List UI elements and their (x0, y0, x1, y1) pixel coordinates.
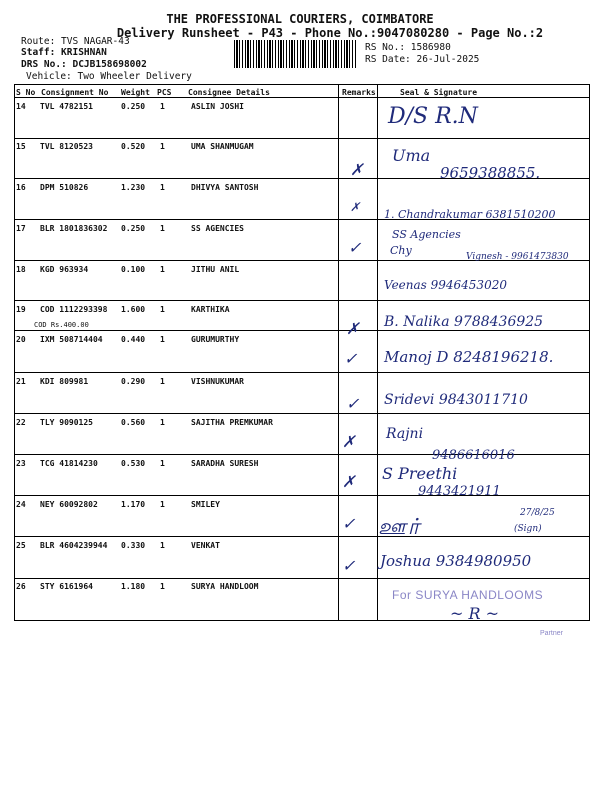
row-consignee: UMA SHANMUGAM (191, 142, 254, 151)
remarks-divider (338, 84, 339, 620)
document-title: THE PROFESSIONAL COURIERS, COIMBATORE (166, 12, 434, 26)
signature-row-24-b: (Sign) (514, 524, 542, 534)
drs-label: DRS No.: DCJB158698002 (21, 59, 147, 70)
delivered-tick-mark: ✗ (350, 200, 361, 214)
signature-row-18: Veenas 9946453020 (384, 278, 507, 292)
row-sno: 22 (16, 418, 26, 427)
phone-row-15: 9659388855. (440, 164, 541, 182)
row-consignment: KDI 809981 (40, 377, 89, 386)
row-pcs: 1 (160, 265, 165, 274)
row-consignment: KGD 963934 (40, 265, 89, 274)
row-consignee: VISHNUKUMAR (191, 377, 244, 386)
row-pcs: 1 (160, 102, 165, 111)
table-left-border (14, 84, 15, 620)
row-pcs: 1 (160, 224, 165, 233)
row-consignee: VENKAT (191, 541, 220, 550)
row-weight: 0.290 (121, 377, 146, 386)
row-consignee: SARADHA SURESH (191, 459, 259, 468)
row-divider (14, 536, 590, 537)
row-pcs: 1 (160, 183, 165, 192)
document-subtitle: Delivery Runsheet - P43 - Phone No.:9047080280 - Page No.:2 (116, 26, 544, 40)
row-consignment: TVL 8120523 (40, 142, 93, 151)
row-consignee: JITHU ANIL (191, 265, 240, 274)
row-consignment: TCG 41814230 (40, 459, 98, 468)
staff-label: Staff: KRISHNAN (21, 47, 107, 58)
col-header-signature: Seal & Signature (400, 88, 478, 97)
delivered-tick-mark: ✓ (344, 349, 358, 368)
row-consignment: BLR 1801836302 (40, 224, 108, 233)
signature-row-22: Rajni (386, 426, 424, 442)
barcode (234, 40, 356, 68)
row-weight: 0.520 (121, 142, 146, 151)
row-sno: 25 (16, 541, 26, 550)
cod-amount: COD Rs.400.00 (34, 321, 89, 329)
row-sno: 23 (16, 459, 26, 468)
delivered-tick-mark: ✓ (348, 238, 362, 257)
row-weight: 0.250 (121, 102, 146, 111)
row-divider (14, 138, 590, 139)
row-divider (14, 578, 590, 579)
delivered-tick-mark: ✗ (342, 432, 356, 451)
signature-row-14: D/S R.N (388, 104, 478, 129)
row-sno: 20 (16, 335, 26, 344)
row-weight: 0.330 (121, 541, 146, 550)
row-sno: 24 (16, 500, 26, 509)
row-pcs: 1 (160, 459, 165, 468)
row-pcs: 1 (160, 582, 165, 591)
signature-row-15: Uma (392, 146, 431, 165)
row-consignee: KARTHIKA (191, 305, 230, 314)
row-consignment: DPM 510826 (40, 183, 89, 192)
row-pcs: 1 (160, 305, 165, 314)
row-sno: 14 (16, 102, 26, 111)
row-consignment: TLY 9090125 (40, 418, 93, 427)
row-consignee: GURUMURTHY (191, 335, 240, 344)
row-sno: 16 (16, 183, 26, 192)
row-consignment: NEY 60092802 (40, 500, 98, 509)
date-row-24: 27/8/25 (520, 508, 555, 518)
row-pcs: 1 (160, 142, 165, 151)
row-divider (14, 300, 590, 301)
row-pcs: 1 (160, 418, 165, 427)
signature-row-23: S Preethi (382, 464, 458, 483)
row-weight: 0.530 (121, 459, 146, 468)
delivered-tick-mark: ✗ (342, 472, 356, 491)
route-label: Route: TVS NAGAR-43 (21, 36, 130, 47)
row-sno: 18 (16, 265, 26, 274)
phone-row-23: 9443421911 (418, 484, 501, 499)
row-pcs: 1 (160, 541, 165, 550)
row-consignment: IXM 508714404 (40, 335, 103, 344)
row-sno: 21 (16, 377, 26, 386)
col-header-consignee: Consignee Details (188, 88, 270, 97)
row-sno: 17 (16, 224, 26, 233)
signature-row-21: Sridevi 9843011710 (384, 392, 528, 408)
row-consignee: SS AGENCIES (191, 224, 244, 233)
row-weight: 0.250 (121, 224, 146, 233)
delivered-tick-mark: ✗ (346, 319, 360, 338)
row-divider (14, 330, 590, 331)
row-sno: 15 (16, 142, 26, 151)
row-weight: 1.170 (121, 500, 146, 509)
signature-row-17-c: Chy (390, 244, 412, 257)
header-bottom-border (14, 97, 590, 98)
delivered-tick-mark: ✗ (350, 160, 364, 179)
row-consignment: COD 1112293398 (40, 305, 108, 314)
signature-row-17-d: Vignesh - 9961473830 (466, 252, 569, 262)
signature-row-24: ஊர் (378, 515, 422, 540)
row-pcs: 1 (160, 500, 165, 509)
row-consignee: SMILEY (191, 500, 220, 509)
row-consignment: TVL 4782151 (40, 102, 93, 111)
row-weight: 1.180 (121, 582, 146, 591)
row-pcs: 1 (160, 335, 165, 344)
rs-date: RS Date: 26-Jul-2025 (365, 54, 480, 65)
col-header-consignment: Consignment No (41, 88, 109, 97)
row-pcs: 1 (160, 377, 165, 386)
col-header-sno: S No (16, 88, 36, 97)
row-consignee: DHIVYA SANTOSH (191, 183, 259, 192)
stamp-signature: ~ R ~ (450, 604, 500, 623)
col-header-remarks: Remarks (342, 88, 376, 97)
stamp-partner: Partner (540, 630, 563, 637)
col-header-weight: Weight (121, 88, 150, 97)
rs-number: RS No.: 1586980 (365, 42, 451, 53)
row-divider (14, 413, 590, 414)
delivered-tick-mark: ✓ (342, 514, 356, 533)
row-weight: 1.230 (121, 183, 146, 192)
company-stamp: For SURYA HANDLOOMS (392, 588, 544, 602)
row-sno: 26 (16, 582, 26, 591)
signature-row-25: Joshua 9384980950 (380, 552, 532, 570)
delivered-tick-mark: ✓ (346, 394, 360, 413)
delivered-tick-mark: ✓ (342, 556, 356, 575)
row-divider (14, 372, 590, 373)
vehicle-label: Vehicle: Two Wheeler Delivery (26, 71, 192, 82)
signature-row-20: Manoj D 8248196218. (384, 348, 554, 366)
row-consignee: SAJITHA PREMKUMAR (191, 418, 273, 427)
signature-row-17-b: SS Agencies (392, 228, 461, 241)
row-weight: 0.100 (121, 265, 146, 274)
signature-row-17-a: 1. Chandrakumar 6381510200 (384, 208, 556, 221)
signature-row-19: B. Nalika 9788436925 (384, 314, 544, 330)
table-right-border (589, 84, 590, 620)
row-weight: 0.560 (121, 418, 146, 427)
col-header-pcs: PCS (157, 88, 172, 97)
phone-row-22: 9486616016 (432, 448, 515, 463)
row-weight: 0.440 (121, 335, 146, 344)
row-divider (14, 495, 590, 496)
row-consignment: BLR 4604239944 (40, 541, 108, 550)
row-weight: 1.600 (121, 305, 146, 314)
row-sno: 19 (16, 305, 26, 314)
table-bottom-border (14, 620, 590, 621)
row-consignee: SURYA HANDLOOM (191, 582, 259, 591)
table-top-border (14, 84, 590, 85)
row-consignment: STY 6161964 (40, 582, 93, 591)
row-consignee: ASLIN JOSHI (191, 102, 244, 111)
